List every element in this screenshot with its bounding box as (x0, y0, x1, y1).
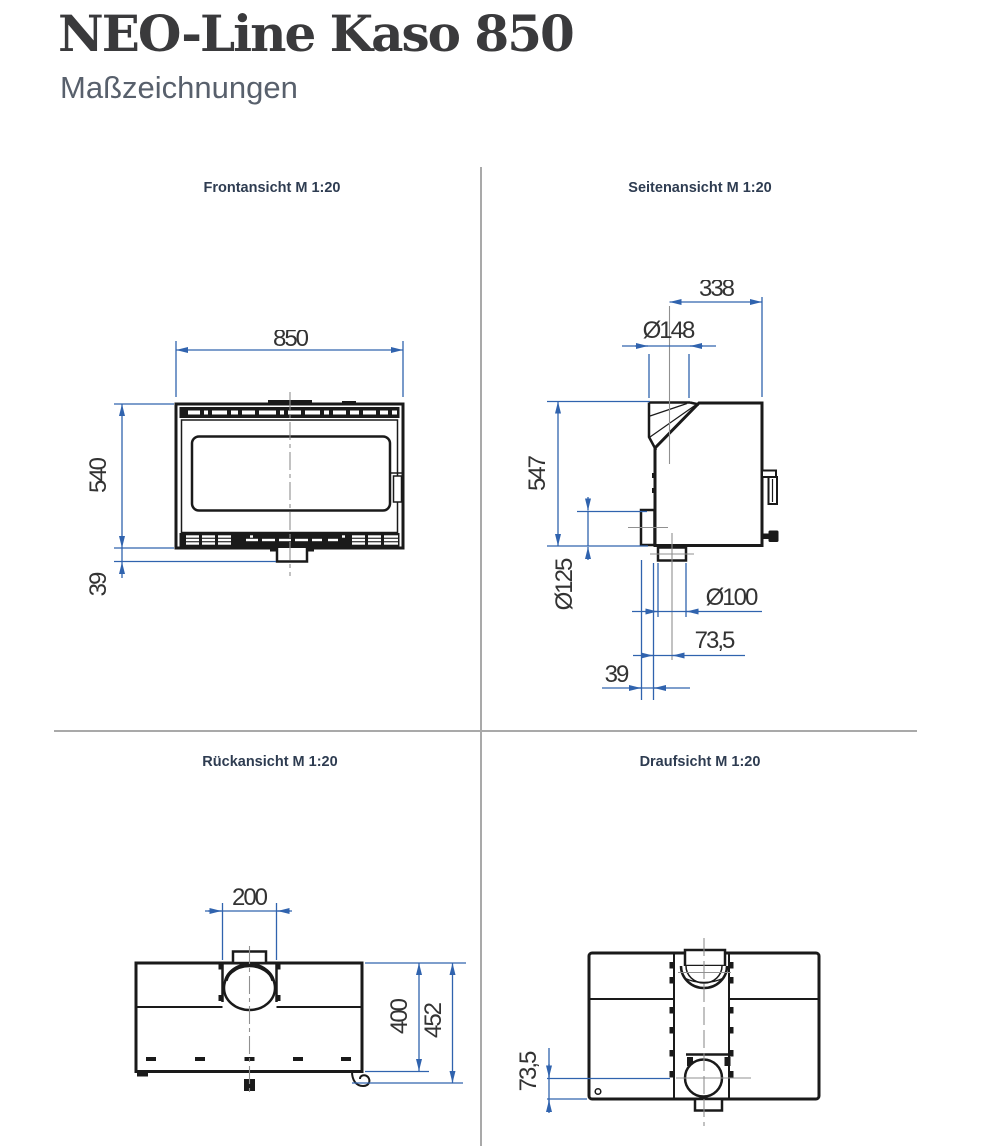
rear-view-drawing (100, 880, 480, 1146)
dim-rear-body-height: 400 (386, 999, 413, 1035)
front-connector-stub (695, 1099, 722, 1111)
front-view-title: Frontansicht M 1:20 (203, 180, 341, 196)
dim-side-top-depth: 338 (698, 280, 734, 302)
dim-front-height: 540 (85, 458, 112, 494)
top-grille-slots (188, 411, 397, 415)
flex-conduit-curl (352, 1072, 369, 1087)
top-view-drawing (515, 930, 845, 1146)
horizontal-divider (54, 730, 917, 732)
rear-body (136, 952, 369, 1092)
dim-rear-collar-width: 200 (231, 884, 267, 911)
flue-collar-top (685, 950, 725, 966)
page-title: NEO-Line Kaso 850 (58, 4, 573, 63)
dim-side-height: 547 (524, 456, 551, 492)
dim-front-base: 39 (85, 573, 112, 597)
dim-side-flue-diameter: Ø148 (642, 317, 694, 344)
side-view-drawing (520, 280, 810, 710)
dim-side-front-offset: 39 (604, 661, 628, 688)
side-view-title: Seitenansicht M 1:20 (628, 180, 772, 196)
page-subtitle: Maßzeichnungen (60, 70, 298, 105)
dim-top-outlet-offset: 73,5 (515, 1052, 542, 1092)
bolt-hole (595, 1089, 601, 1095)
front-view-drawing (60, 330, 470, 620)
rear-view-title: Rückansicht M 1:20 (202, 754, 338, 770)
glass-window (192, 437, 390, 511)
dim-side-inlet-diameter: Ø125 (551, 559, 578, 611)
vertical-divider (480, 167, 482, 1146)
dim-side-outlet-diameter: Ø100 (705, 584, 757, 611)
dim-front-width: 850 (272, 330, 308, 352)
top-view-title: Draufsicht M 1:20 (639, 754, 761, 770)
side-body (641, 403, 779, 561)
dim-side-outlet-offset: 73,5 (694, 627, 734, 654)
bottom-connector (277, 548, 307, 562)
rear-knob (762, 534, 769, 540)
rear-foot (137, 1072, 148, 1077)
dim-rear-total-height: 452 (420, 1003, 447, 1039)
